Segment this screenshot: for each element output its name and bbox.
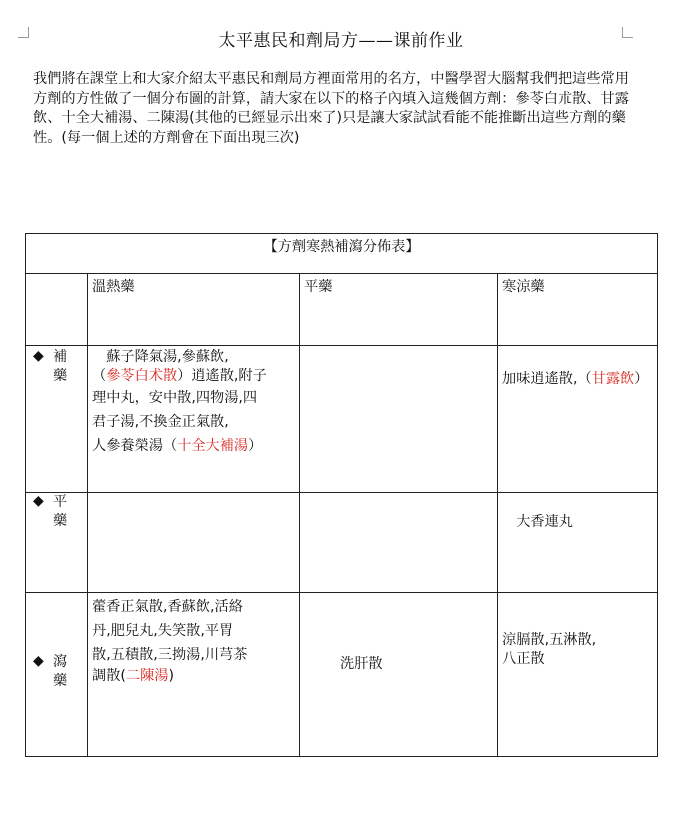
cell-purge-warm: 藿香正氣散,香蘇飲,活絡 丹,肥兒丸,失笑散,平胃 散,五積散,三拗湯,川芎茶 調散(二陳湯) (88, 593, 300, 757)
highlight-answer: 十全大補湯 (177, 438, 249, 454)
cell-tonify-warm: 蘇子降氣湯,參蘇飲, （參苓白术散）逍遙散,附子 理中丸，安中散,四物湯,四 君子湯,不換金正氣散, 人參養榮湯（十全大補湯） (88, 346, 300, 493)
intro-text: 我們將在課堂上和大家介紹太平惠民和劑局方裡面常用的名方，中醫學習大腦幫我們把這些常用方劑的方性做了一個分布圖的計算，請大家在以下的格子內填入這幾個方劑：參苓白朮散、甘露飲、十全大補湯、二陳湯(其他的已經显示出來了)只是讓大家試試看能不能推斷出這些方劑的藥性。(每一個上述的方劑會在下面出現三次) (33, 71, 629, 146)
cell-purge-neutral: 洗肝散 (300, 593, 498, 757)
row-label-purge (26, 593, 88, 757)
caption-row (26, 234, 658, 274)
document-title: 太平惠民和劑局方——课前作业 (218, 31, 464, 51)
cell-tonify-neutral (300, 346, 498, 493)
cell-neutral-neutral (300, 493, 498, 593)
table-caption: 【方劑寒熱補瀉分佈表】 (26, 234, 658, 274)
header-row (26, 274, 658, 346)
cell-purge-cold: 涼膈散,五淋散, 八正散 (498, 593, 658, 757)
intro-paragraph (33, 70, 633, 148)
formula-distribution-table (25, 233, 658, 757)
cell-neutral-warm (88, 493, 300, 593)
diamond-bullet-icon: ◆ (33, 653, 44, 669)
row-label-text: 瀉 藥 (53, 654, 68, 689)
row-label-text: 補 藥 (53, 349, 68, 384)
highlight-answer: 二陳湯 (125, 668, 169, 684)
header-corner-cell (26, 274, 88, 346)
row-label-text: 平 藥 (53, 494, 68, 529)
header-cold: 寒涼藥 (498, 274, 658, 346)
row-label-tonify (26, 346, 88, 493)
row-label-neutral (26, 493, 88, 593)
table-row-neutral (26, 493, 658, 593)
cell-neutral-cold: 大香連丸 (498, 493, 658, 593)
header-warm: 溫熱藥 (88, 274, 300, 346)
cell-tonify-cold: 加味逍遙散,（甘露飲） (498, 346, 658, 493)
highlight-answer: 參苓白术散 (106, 368, 178, 384)
header-neutral: 平藥 (300, 274, 498, 346)
table-row-tonify (26, 346, 658, 493)
diamond-bullet-icon: ◆ (33, 348, 44, 364)
diamond-bullet-icon: ◆ (33, 493, 44, 509)
table-row-purge (26, 593, 658, 757)
highlight-answer: 甘露飲 (591, 371, 635, 387)
